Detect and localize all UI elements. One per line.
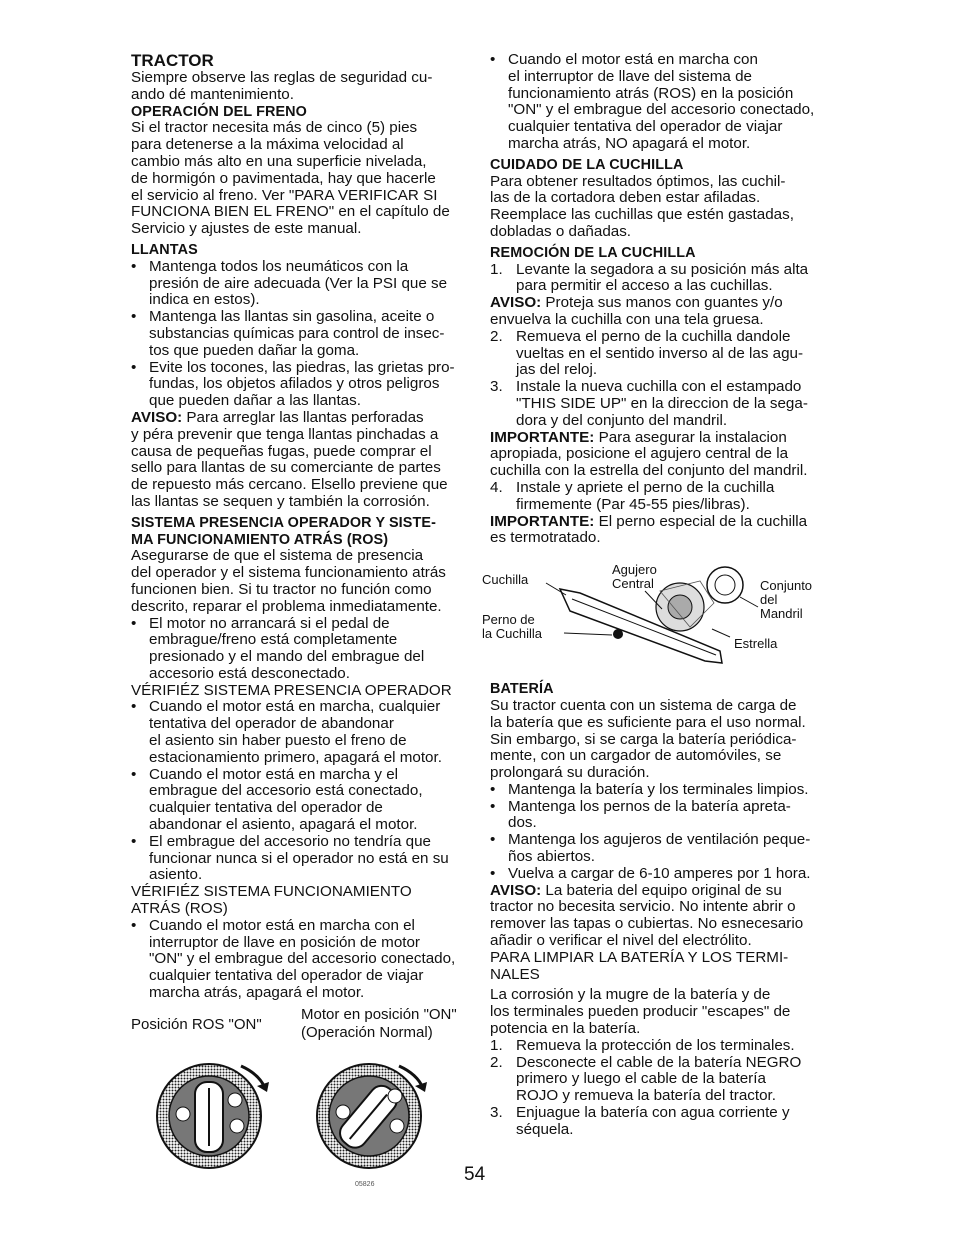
text-line: las de la cortadora deben estar afiladas. bbox=[490, 189, 761, 207]
text-line: prolongará su duración. bbox=[490, 764, 650, 782]
text-line: • El motor no arrancará si el pedal de bbox=[149, 614, 390, 632]
importante-line bbox=[490, 430, 830, 447]
text-line: Sin embargo, si se carga la batería periódica- bbox=[490, 730, 797, 748]
heading-operacion-freno: OPERACIÓN DEL FRENO bbox=[131, 103, 307, 120]
text-line: interruptor de llave en posición de motor bbox=[149, 933, 420, 951]
list-item bbox=[490, 1105, 830, 1139]
text-line: presionado y el mando del embrague del bbox=[149, 648, 425, 666]
list-item bbox=[131, 834, 473, 884]
label-conjunto: del bbox=[760, 592, 778, 608]
text-line: las llantas se sequen y también la corrosión. bbox=[131, 492, 430, 510]
heading-llantas: LLANTAS bbox=[131, 241, 198, 258]
right-column bbox=[482, 51, 830, 1139]
text-line: "ON" y el embrague del accesorio conectado, bbox=[508, 101, 815, 119]
text-line: para permitir el acceso a las cuchillas. bbox=[516, 277, 773, 295]
caption-motor-on: (Operación Normal) bbox=[301, 1023, 433, 1041]
text-line: ROJO y remueva la batería del tractor. bbox=[516, 1087, 776, 1105]
text-line: vueltas en el sentido inverso al de las agu- bbox=[516, 344, 804, 362]
step-number: 1. bbox=[490, 1036, 503, 1054]
intro-line: Siempre observe las reglas de seguridad cu- bbox=[131, 69, 433, 86]
text-line: envuelva la cuchilla con una tela gruesa. bbox=[490, 310, 764, 328]
label-perno: Perno de bbox=[482, 612, 535, 628]
list-item bbox=[490, 379, 830, 429]
text-line: añadir o verificar el nivel del electrólito. bbox=[490, 932, 752, 950]
text-line: funcionamiento atrás (ROS) en la posición bbox=[508, 84, 794, 102]
text-span: Para arreglar las llantas perforadas bbox=[182, 408, 424, 426]
text-line: • Cuando el motor está en marcha con el bbox=[149, 916, 415, 934]
text-line: • Vuelva a cargar de 6-10 amperes por 1 hora. bbox=[508, 864, 811, 882]
text-line: • Mantenga la batería y los terminales limpios. bbox=[508, 780, 809, 798]
text-line: del operador y el sistema funcionamiento atrás bbox=[131, 564, 446, 582]
text-line: ños abiertos. bbox=[508, 848, 595, 866]
text-line: tentativa del operador de abandonar bbox=[149, 715, 394, 733]
step-number: 4. bbox=[490, 478, 503, 496]
text-line: marcha atrás, NO apagará el motor. bbox=[508, 134, 751, 152]
text-line: estacionamiento primero, apagará el motor. bbox=[149, 748, 442, 766]
text-line: • Cuando el motor está en marcha, cualquier bbox=[149, 698, 441, 716]
list-item bbox=[490, 866, 830, 883]
step-number: 3. bbox=[490, 378, 503, 396]
list-item bbox=[131, 918, 473, 1002]
text-line: potencia en la batería. bbox=[490, 1020, 641, 1038]
heading-sistema-ros: MA FUNCIONAMIENTO ATRÁS (ROS) bbox=[131, 531, 389, 548]
text-line: los terminales pueden producir "escapes" de bbox=[490, 1003, 791, 1021]
list-item bbox=[490, 832, 830, 866]
text-line: la batería que es suficiente para el uso normal. bbox=[490, 713, 806, 731]
text-span: Para asegurar la instalacion bbox=[594, 428, 787, 446]
label-conjunto: Conjunto bbox=[760, 578, 813, 594]
intro-line: ando dé mantenimiento. bbox=[131, 85, 294, 103]
list-item bbox=[490, 262, 830, 296]
subheading-verifiez-ros: ATRÁS (ROS) bbox=[131, 900, 228, 918]
list-item bbox=[490, 1038, 830, 1055]
ignition-switch-run-icon bbox=[317, 1064, 427, 1168]
text-line: cualquier tentativa del operador de viajar bbox=[149, 967, 424, 985]
text-line: • Cuando el motor está en marcha y el bbox=[149, 765, 399, 783]
importante-label: IMPORTANTE: bbox=[490, 512, 595, 530]
text-line: La corrosión y la mugre de la batería y de bbox=[490, 986, 771, 1004]
label-agujero: Agujero bbox=[612, 562, 657, 578]
importante-label: IMPORTANTE: bbox=[490, 428, 595, 446]
figure-code: 05826 bbox=[355, 1180, 375, 1188]
freno-paragraph bbox=[131, 120, 473, 238]
text-span: La bateria del equipo original de su bbox=[541, 881, 782, 899]
text-line: causa de pequeñas fugas, puede comprar el bbox=[131, 442, 432, 460]
text-line: dobladas o dañadas. bbox=[490, 222, 632, 240]
text-line: Si el tractor necesita más de cinco (5) pies bbox=[131, 119, 418, 137]
text-line: descrito, reparar el problema inmediatamente. bbox=[131, 597, 442, 615]
text-line: dora y del conjunto del mandril. bbox=[516, 411, 728, 429]
text-line: es termotratado. bbox=[490, 529, 601, 547]
left-column bbox=[131, 52, 473, 1188]
ignition-key-figure bbox=[131, 1005, 473, 1188]
text-line: primero y luego el cable de la batería bbox=[516, 1070, 766, 1088]
text-line: funcionar nunca si el operador no está en su bbox=[149, 849, 449, 867]
text-line: de repuesto más cercano. Elsello previene que bbox=[131, 476, 448, 494]
subheading-verifiez-ros: VÉRIFIÉZ SISTEMA FUNCIONAMIENTO bbox=[131, 883, 412, 901]
step-number: 1. bbox=[490, 260, 503, 278]
text-line: • Mantenga las llantas sin gasolina, aceite o bbox=[149, 308, 435, 326]
text-line: Remueva el perno de la cuchilla dandole bbox=[516, 327, 791, 345]
aviso-label: AVISO: bbox=[131, 408, 183, 426]
subheading-limpiar: NALES bbox=[490, 965, 540, 983]
list-item bbox=[131, 309, 473, 359]
text-line: Servicio y ajustes de este manual. bbox=[131, 220, 362, 238]
subheading-limpiar: PARA LIMPIAR LA BATERÍA Y LOS TERMI- bbox=[490, 948, 789, 966]
text-line: "ON" y el embrague del accesorio conectado, bbox=[149, 950, 456, 968]
text-line: abandonar el asiento, apagará el motor. bbox=[149, 816, 418, 834]
text-line: • Evite los tocones, las piedras, las grietas pro- bbox=[149, 358, 455, 376]
text-line: funcionen bien. Si tu tractor no función como bbox=[131, 580, 432, 598]
list-item bbox=[490, 329, 830, 379]
text-line: cualquier tentativa del operador de bbox=[149, 799, 383, 817]
text-line: • Mantenga los pernos de la batería apreta- bbox=[508, 797, 791, 815]
text-line: indica en estos). bbox=[149, 291, 260, 309]
text-line: presión de aire adecuada (Ver la PSI que se bbox=[149, 274, 448, 292]
text-line: • El embrague del accesorio no tendría que bbox=[149, 832, 431, 850]
text-line: embrague/freno está completamente bbox=[149, 631, 398, 649]
text-line: para detenerse a la máxima velocidad al bbox=[131, 136, 404, 154]
text-line: embrague del accesorio está conectado, bbox=[149, 782, 423, 800]
list-item bbox=[490, 782, 830, 799]
ignition-switch-ros-icon bbox=[157, 1064, 269, 1168]
text-line: Remueva la protección de los terminales. bbox=[516, 1036, 795, 1054]
text-line: • Cuando el motor está en marcha con bbox=[508, 51, 758, 68]
text-line: el servicio al freno. Ver "PARA VERIFICAR SI bbox=[131, 186, 438, 204]
ignition-switch-drawings bbox=[141, 1044, 471, 1194]
text-line: marcha atrás, apagará el motor. bbox=[149, 984, 365, 1002]
caption-motor-on: Motor en posición "ON" bbox=[301, 1005, 457, 1023]
section-title-tractor: TRACTOR bbox=[131, 51, 214, 70]
list-item bbox=[490, 480, 830, 514]
text-line: apropiada, posicione el agujero central de la bbox=[490, 445, 789, 463]
aviso-line bbox=[131, 410, 473, 427]
text-line: de hormigón o pavimentada, hay que hacerle bbox=[131, 169, 436, 187]
list-item bbox=[131, 616, 473, 683]
list-item bbox=[131, 360, 473, 410]
text-line: séquela. bbox=[516, 1120, 574, 1138]
text-line: mente, con un cargador de automóviles, se bbox=[490, 747, 782, 765]
text-line: cuchilla con la estrella del conjunto del mandril. bbox=[490, 462, 808, 480]
text-line: el interruptor de llave del sistema de bbox=[508, 67, 752, 85]
list-item bbox=[131, 699, 473, 766]
page-number: 54 bbox=[464, 1164, 486, 1185]
text-line: accesorio está desconectado. bbox=[149, 664, 350, 682]
caption-ros-on: Posición ROS "ON" bbox=[131, 1015, 262, 1033]
label-cuchilla: Cuchilla bbox=[482, 572, 529, 588]
text-line: "THIS SIDE UP" en la direccion de la sega- bbox=[516, 394, 808, 412]
aviso-line bbox=[490, 295, 830, 312]
blade-diagram bbox=[482, 551, 830, 681]
text-line: tractor no becesita servicio. No intente abrir o bbox=[490, 898, 796, 916]
label-agujero: Central bbox=[612, 576, 654, 592]
text-line: el asiento sin haber puesto el freno de bbox=[149, 732, 407, 750]
text-line: jas del reloj. bbox=[516, 361, 598, 379]
text-line: Su tractor cuenta con un sistema de carga de bbox=[490, 696, 797, 714]
aviso-label: AVISO: bbox=[490, 294, 542, 312]
subheading-verifiez-presencia: VÉRIFIÉZ SISTEMA PRESENCIA OPERADOR bbox=[131, 681, 452, 699]
text-line: Instale y apriete el perno de la cuchilla bbox=[516, 478, 775, 496]
heading-sistema-ros: SISTEMA PRESENCIA OPERADOR Y SISTE- bbox=[131, 514, 436, 531]
list-item bbox=[490, 799, 830, 833]
text-line: cualquier tentativa del operador de viajar bbox=[508, 118, 783, 136]
text-line: sello para llantas de su comerciante de partes bbox=[131, 459, 441, 477]
text-line: substancias químicas para control de insec- bbox=[149, 324, 445, 342]
list-item bbox=[131, 767, 473, 834]
text-line: Reemplace las cuchillas que estén gastadas, bbox=[490, 206, 794, 224]
heading-bateria: BATERÍA bbox=[490, 681, 554, 698]
text-line: Instale la nueva cuchilla con el estampado bbox=[516, 378, 802, 396]
text-span: El perno especial de la cuchilla bbox=[594, 512, 808, 530]
text-line: Para obtener resultados óptimos, las cuchil- bbox=[490, 172, 786, 190]
label-perno: la Cuchilla bbox=[482, 626, 542, 642]
text-line: Asegurarse de que el sistema de presencia bbox=[131, 547, 424, 565]
importante-line bbox=[490, 514, 830, 531]
text-line: dos. bbox=[508, 814, 537, 832]
step-number: 2. bbox=[490, 1053, 503, 1071]
text-line: Desconecte el cable de la batería NEGRO bbox=[516, 1053, 802, 1071]
label-estrella: Estrella bbox=[734, 636, 778, 652]
text-line: cambio más alto en una superficie nivelada, bbox=[131, 152, 427, 170]
list-item bbox=[490, 52, 830, 153]
text-line: asiento. bbox=[149, 866, 203, 884]
aviso-label: AVISO: bbox=[490, 881, 542, 899]
text-line: Enjuague la batería con agua corriente y bbox=[516, 1104, 790, 1122]
list-item bbox=[490, 1055, 830, 1105]
step-number: 2. bbox=[490, 327, 503, 345]
text-line: remover las tapas o cubiertas. No esnecesario bbox=[490, 915, 804, 933]
text-line: fundas, los objetos afilados y otros peligros bbox=[149, 375, 440, 393]
text-line: y péra prevenir que tenga llantas pinchadas a bbox=[131, 425, 439, 443]
text-line: • Mantenga todos los neumáticos con la bbox=[149, 257, 409, 275]
heading-remocion-cuchilla: REMOCIÓN DE LA CUCHILLA bbox=[490, 244, 696, 261]
text-line: Levante la segadora a su posición más alta bbox=[516, 260, 809, 278]
text-line: • Mantenga los agujeros de ventilación peque- bbox=[508, 831, 811, 849]
list-item bbox=[131, 259, 473, 309]
text-line: FUNCIONA BIEN EL FRENO" en el capítulo de bbox=[131, 203, 450, 221]
heading-cuidado-cuchilla: CUIDADO DE LA CUCHILLA bbox=[490, 156, 684, 173]
text-line: que pueden dañar a las llantas. bbox=[149, 392, 361, 410]
step-number: 3. bbox=[490, 1104, 503, 1122]
text-line: firmemente (Par 45-55 pies/libras). bbox=[516, 495, 750, 513]
text-line: tos que pueden dañar la goma. bbox=[149, 341, 360, 359]
text-span: Proteja sus manos con guantes y/o bbox=[541, 294, 783, 312]
aviso-line bbox=[490, 883, 830, 900]
label-conjunto: Mandril bbox=[760, 606, 803, 622]
